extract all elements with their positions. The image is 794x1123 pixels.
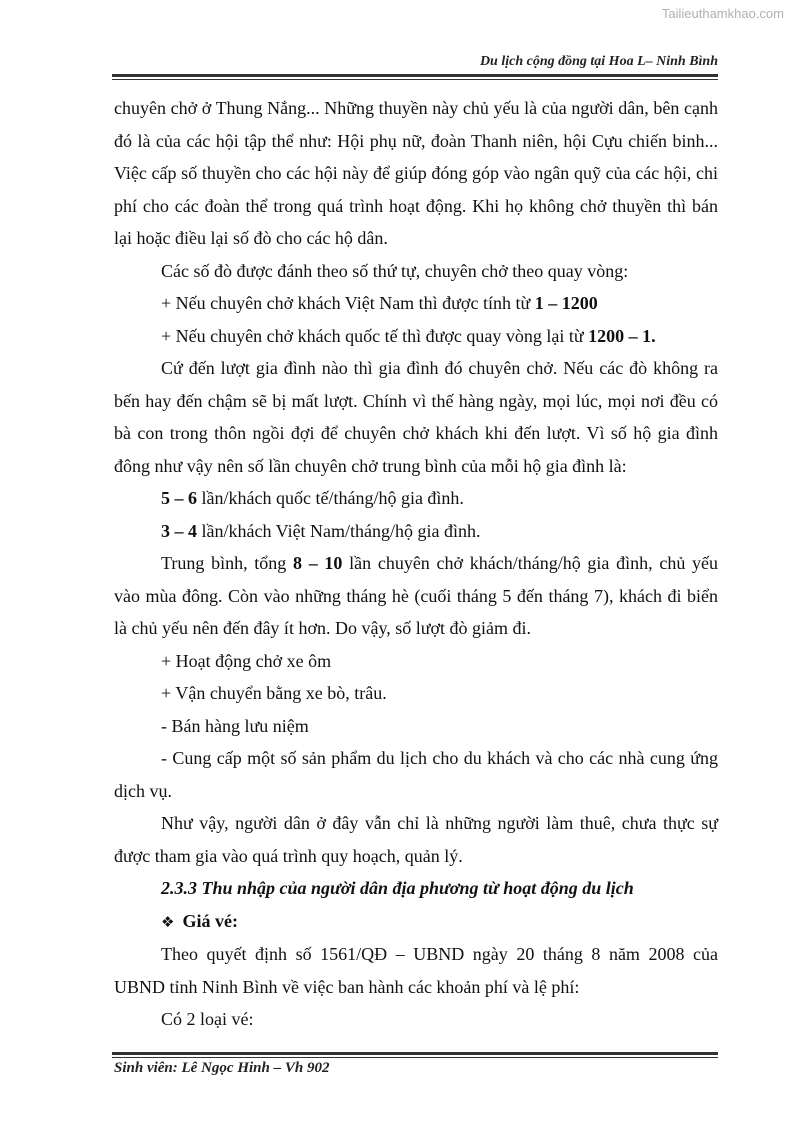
bold-run: 5 – 6 (161, 488, 197, 508)
diamond-bullet-icon: ❖ (161, 912, 175, 931)
text-run: lần/khách quốc tế/tháng/hộ gia đình. (197, 488, 464, 508)
text-run: + Nếu chuyên chở khách quốc tế thì được quay vòng lại từ (161, 325, 589, 346)
paragraph: Theo quyết định số 1561/QĐ – UBND ngày 20 tháng 8 năm 2008 của UBND tỉnh Ninh Bình về việc ban hành các khoản phí và lệ phí: (114, 944, 718, 997)
paragraph: Có 2 loại vé: (161, 1009, 254, 1029)
paragraph: - Cung cấp một số sản phẩm du lịch cho du khách và cho các nhà cung ứng dịch vụ. (114, 748, 718, 801)
paragraph: Như vậy, người dân ở đây vẫn chỉ là những người làm thuê, chưa thực sự được tham gia vào quá trình quy hoạch, quản lý. (114, 813, 718, 866)
paragraph: + Vận chuyển bằng xe bò, trâu. (161, 683, 387, 703)
bold-run: 1 – 1200 (534, 293, 598, 313)
bullet-label: Giá vé: (182, 910, 238, 931)
paragraph (114, 320, 718, 353)
bold-run: 3 – 4 (161, 520, 197, 541)
bold-run: 1200 – 1. (588, 325, 656, 346)
running-footer: Sinh viên: Lê Ngọc Hinh – Vh 902 (114, 1060, 330, 1076)
watermark: Tailieuthamkhao.com (661, 6, 784, 21)
section-heading: 2.3.3 Thu nhập của người dân địa phương từ hoạt động du lịch (161, 878, 634, 898)
text-run: Trung bình, tổng (161, 553, 293, 573)
paragraph (114, 547, 718, 645)
paragraph (114, 515, 718, 548)
header-rule (112, 74, 718, 80)
paragraph: chuyên chở ở Thung Nắng... Những thuyền này chủ yếu là của người dân, bên cạnh đó là của các hội tập thể như: Hội phụ nữ, đoàn Thanh niên, hội Cựu chiến binh... Việc cấp số thuyền cho các hội này để giúp đóng góp vào ngân quỹ của các hội, chi phí cho các đoàn thể trong quá trình hoạt động. Khi họ không chở thuyền thì bán lại hoặc điều lại số đò cho các hộ dân. (114, 98, 718, 248)
text-run: + Nếu chuyên chở khách Việt Nam thì được tính từ (161, 293, 535, 313)
paragraph (114, 287, 718, 320)
bullet-heading (114, 905, 718, 939)
paragraph: Các số đò được đánh theo số thứ tự, chuyên chở theo quay vòng: (161, 260, 629, 281)
paragraph: Cứ đến lượt gia đình nào thì gia đình đó chuyên chở. Nếu các đò không ra bến hay đến chậm sẽ bị mất lượt. Chính vì thế hàng ngày, mọi lúc, mọi nơi đều có bà con trong thôn ngồi đợi để chuyên chở khách khi đến lượt. Vì số hộ gia đình đông như vậy nên số lần chuyên chở trung bình của mỗi hộ gia đình là: (114, 358, 718, 476)
text-run: lần/khách Việt Nam/tháng/hộ gia đình. (197, 520, 481, 541)
page-body (114, 92, 718, 1036)
paragraph (114, 482, 718, 515)
footer-rule (112, 1052, 718, 1058)
bold-run: 8 – 10 (293, 553, 343, 573)
paragraph: + Hoạt động chở xe ôm (161, 650, 332, 671)
paragraph: - Bán hàng lưu niệm (161, 715, 309, 736)
text-run: lần chuyên chở khách/tháng/hộ gia đình, chủ yếu vào mùa đông. Còn vào những tháng hè (cuối tháng 5 đến tháng 7), khách đi biển là chủ yếu nên đến đây ít hơn. Do vậy, số lượt đò giảm đi. (114, 553, 719, 638)
running-header: Du lịch cộng đồng tại Hoa L– Ninh Bình (479, 54, 718, 69)
